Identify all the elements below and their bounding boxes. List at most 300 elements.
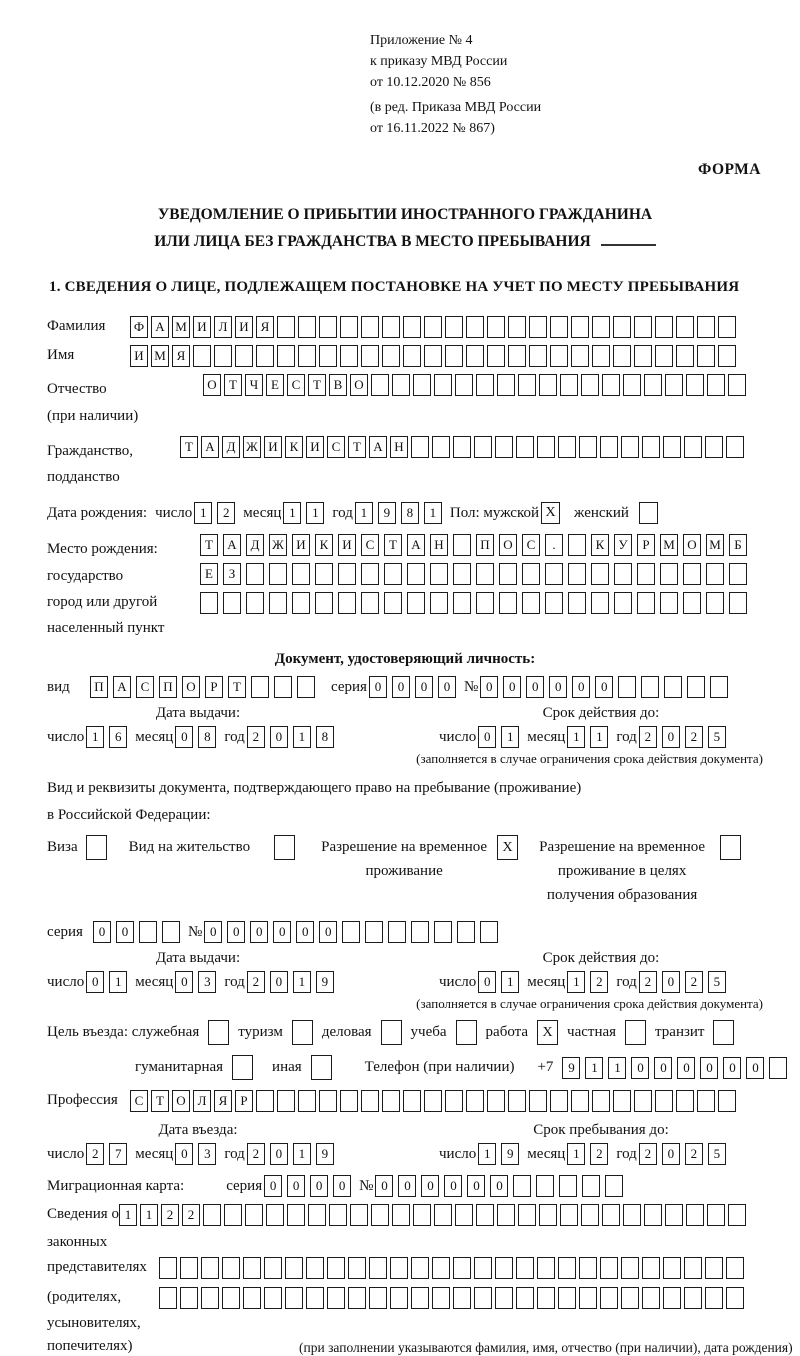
char-cell[interactable]: М xyxy=(151,345,169,367)
char-cell[interactable] xyxy=(424,1090,442,1112)
char-cell[interactable] xyxy=(214,345,232,367)
char-cell[interactable]: 1 xyxy=(283,502,301,524)
char-cell[interactable] xyxy=(516,1257,534,1279)
char-cell[interactable] xyxy=(361,563,379,585)
char-cell[interactable] xyxy=(718,345,736,367)
char-cell[interactable] xyxy=(568,592,586,614)
char-cell[interactable] xyxy=(684,1287,702,1309)
char-cell[interactable]: 1 xyxy=(306,502,324,524)
char-cell[interactable] xyxy=(592,345,610,367)
char-cell[interactable]: 2 xyxy=(590,1143,608,1165)
char-cell[interactable] xyxy=(361,592,379,614)
char-cell[interactable] xyxy=(676,345,694,367)
char-cell[interactable] xyxy=(621,1257,639,1279)
char-cell[interactable]: О xyxy=(683,534,701,556)
char-cell[interactable] xyxy=(676,316,694,338)
char-cell[interactable] xyxy=(453,436,471,458)
char-cell[interactable] xyxy=(655,316,673,338)
char-cell[interactable] xyxy=(292,592,310,614)
char-cell[interactable] xyxy=(235,345,253,367)
char-cell[interactable] xyxy=(403,316,421,338)
char-cell[interactable] xyxy=(665,1204,683,1226)
char-cell[interactable]: 0 xyxy=(549,676,567,698)
char-cell[interactable]: 0 xyxy=(662,971,680,993)
char-cell[interactable]: 2 xyxy=(685,1143,703,1165)
char-cell[interactable] xyxy=(592,1090,610,1112)
char-cell[interactable]: 0 xyxy=(700,1057,718,1079)
char-cell[interactable] xyxy=(361,345,379,367)
char-cell[interactable] xyxy=(361,316,379,338)
char-cell[interactable]: 1 xyxy=(293,971,311,993)
char-cell[interactable] xyxy=(403,1090,421,1112)
char-cell[interactable]: 0 xyxy=(662,726,680,748)
char-cell[interactable] xyxy=(660,592,678,614)
char-cell[interactable]: Я xyxy=(172,345,190,367)
char-cell[interactable] xyxy=(432,1287,450,1309)
char-cell[interactable] xyxy=(707,1204,725,1226)
char-cell[interactable] xyxy=(529,1090,547,1112)
char-cell[interactable]: 5 xyxy=(708,971,726,993)
char-cell[interactable] xyxy=(243,1257,261,1279)
char-cell[interactable] xyxy=(476,563,494,585)
char-cell[interactable]: 0 xyxy=(175,726,193,748)
char-cell[interactable] xyxy=(285,1257,303,1279)
char-cell[interactable]: 2 xyxy=(182,1204,200,1226)
purpose-humanitarian-checkbox[interactable] xyxy=(232,1055,253,1080)
char-cell[interactable] xyxy=(663,1287,681,1309)
char-cell[interactable]: 0 xyxy=(467,1175,485,1197)
char-cell[interactable] xyxy=(434,1204,452,1226)
char-cell[interactable]: 0 xyxy=(375,1175,393,1197)
char-cell[interactable] xyxy=(474,1257,492,1279)
char-cell[interactable]: 0 xyxy=(631,1057,649,1079)
char-cell[interactable]: 0 xyxy=(250,921,268,943)
char-cell[interactable] xyxy=(361,1090,379,1112)
char-cell[interactable] xyxy=(411,1287,429,1309)
char-cell[interactable] xyxy=(618,676,636,698)
char-cell[interactable]: 2 xyxy=(86,1143,104,1165)
char-cell[interactable]: 1 xyxy=(501,971,519,993)
char-cell[interactable]: 1 xyxy=(478,1143,496,1165)
char-cell[interactable] xyxy=(474,1287,492,1309)
char-cell[interactable] xyxy=(571,345,589,367)
char-cell[interactable]: У xyxy=(614,534,632,556)
char-cell[interactable] xyxy=(445,316,463,338)
char-cell[interactable] xyxy=(508,316,526,338)
char-cell[interactable] xyxy=(697,1090,715,1112)
char-cell[interactable] xyxy=(663,1257,681,1279)
female-checkbox[interactable] xyxy=(639,502,658,524)
char-cell[interactable]: 5 xyxy=(708,1143,726,1165)
char-cell[interactable]: 9 xyxy=(501,1143,519,1165)
char-cell[interactable]: 3 xyxy=(198,971,216,993)
char-cell[interactable] xyxy=(277,1090,295,1112)
char-cell[interactable]: А xyxy=(407,534,425,556)
char-cell[interactable] xyxy=(455,374,473,396)
char-cell[interactable]: 0 xyxy=(175,971,193,993)
char-cell[interactable] xyxy=(390,1287,408,1309)
char-cell[interactable]: . xyxy=(545,534,563,556)
char-cell[interactable]: 0 xyxy=(86,971,104,993)
char-cell[interactable] xyxy=(508,345,526,367)
char-cell[interactable]: 0 xyxy=(677,1057,695,1079)
char-cell[interactable] xyxy=(579,1287,597,1309)
char-cell[interactable]: П xyxy=(159,676,177,698)
char-cell[interactable] xyxy=(264,1287,282,1309)
char-cell[interactable] xyxy=(384,592,402,614)
char-cell[interactable]: А xyxy=(201,436,219,458)
char-cell[interactable]: Я xyxy=(256,316,274,338)
char-cell[interactable] xyxy=(499,592,517,614)
char-cell[interactable] xyxy=(550,1090,568,1112)
char-cell[interactable]: Б xyxy=(729,534,747,556)
char-cell[interactable] xyxy=(350,1204,368,1226)
char-cell[interactable]: П xyxy=(90,676,108,698)
char-cell[interactable]: К xyxy=(315,534,333,556)
char-cell[interactable] xyxy=(497,1204,515,1226)
char-cell[interactable]: О xyxy=(203,374,221,396)
char-cell[interactable] xyxy=(707,374,725,396)
purpose-transit-checkbox[interactable] xyxy=(713,1020,734,1045)
char-cell[interactable]: Ж xyxy=(243,436,261,458)
char-cell[interactable] xyxy=(522,592,540,614)
char-cell[interactable] xyxy=(455,1204,473,1226)
char-cell[interactable]: 0 xyxy=(444,1175,462,1197)
temp-permit-checkbox[interactable]: X xyxy=(497,835,518,860)
char-cell[interactable] xyxy=(613,1090,631,1112)
char-cell[interactable]: 0 xyxy=(478,971,496,993)
purpose-other-checkbox[interactable] xyxy=(311,1055,332,1080)
char-cell[interactable]: 1 xyxy=(608,1057,626,1079)
char-cell[interactable]: 0 xyxy=(227,921,245,943)
char-cell[interactable] xyxy=(466,316,484,338)
char-cell[interactable] xyxy=(660,563,678,585)
char-cell[interactable]: Т xyxy=(151,1090,169,1112)
char-cell[interactable] xyxy=(655,1090,673,1112)
char-cell[interactable] xyxy=(223,592,241,614)
char-cell[interactable]: 2 xyxy=(590,971,608,993)
char-cell[interactable] xyxy=(655,345,673,367)
char-cell[interactable] xyxy=(329,1204,347,1226)
char-cell[interactable]: М xyxy=(172,316,190,338)
char-cell[interactable] xyxy=(453,1287,471,1309)
char-cell[interactable]: С xyxy=(522,534,540,556)
char-cell[interactable] xyxy=(718,316,736,338)
char-cell[interactable] xyxy=(340,345,358,367)
char-cell[interactable] xyxy=(413,1204,431,1226)
edu-permit-checkbox[interactable] xyxy=(720,835,741,860)
char-cell[interactable]: 0 xyxy=(93,921,111,943)
char-cell[interactable]: И xyxy=(264,436,282,458)
char-cell[interactable]: Т xyxy=(308,374,326,396)
char-cell[interactable] xyxy=(434,921,452,943)
char-cell[interactable]: М xyxy=(706,534,724,556)
char-cell[interactable] xyxy=(390,1257,408,1279)
char-cell[interactable]: З xyxy=(223,563,241,585)
char-cell[interactable] xyxy=(487,316,505,338)
char-cell[interactable] xyxy=(537,1287,555,1309)
char-cell[interactable]: 0 xyxy=(273,921,291,943)
char-cell[interactable] xyxy=(726,436,744,458)
char-cell[interactable]: А xyxy=(223,534,241,556)
char-cell[interactable]: 0 xyxy=(369,676,387,698)
char-cell[interactable] xyxy=(487,345,505,367)
char-cell[interactable] xyxy=(277,316,295,338)
char-cell[interactable] xyxy=(621,1287,639,1309)
char-cell[interactable] xyxy=(369,1287,387,1309)
char-cell[interactable] xyxy=(710,676,728,698)
char-cell[interactable] xyxy=(159,1257,177,1279)
char-cell[interactable] xyxy=(560,1204,578,1226)
char-cell[interactable] xyxy=(579,436,597,458)
char-cell[interactable] xyxy=(516,436,534,458)
char-cell[interactable]: 9 xyxy=(316,971,334,993)
char-cell[interactable] xyxy=(623,374,641,396)
char-cell[interactable] xyxy=(139,921,157,943)
char-cell[interactable] xyxy=(474,436,492,458)
char-cell[interactable] xyxy=(592,316,610,338)
char-cell[interactable] xyxy=(539,374,557,396)
char-cell[interactable] xyxy=(222,1257,240,1279)
char-cell[interactable] xyxy=(297,676,315,698)
char-cell[interactable]: А xyxy=(151,316,169,338)
char-cell[interactable]: 0 xyxy=(526,676,544,698)
char-cell[interactable]: 2 xyxy=(639,1143,657,1165)
char-cell[interactable] xyxy=(243,1287,261,1309)
char-cell[interactable] xyxy=(384,563,402,585)
char-cell[interactable] xyxy=(621,436,639,458)
char-cell[interactable]: Н xyxy=(390,436,408,458)
char-cell[interactable] xyxy=(453,563,471,585)
char-cell[interactable] xyxy=(476,1204,494,1226)
char-cell[interactable] xyxy=(407,563,425,585)
char-cell[interactable] xyxy=(529,316,547,338)
char-cell[interactable]: 2 xyxy=(639,971,657,993)
char-cell[interactable] xyxy=(369,1257,387,1279)
char-cell[interactable] xyxy=(600,436,618,458)
char-cell[interactable]: 2 xyxy=(639,726,657,748)
char-cell[interactable]: 2 xyxy=(247,726,265,748)
char-cell[interactable] xyxy=(582,1175,600,1197)
char-cell[interactable]: Т xyxy=(384,534,402,556)
char-cell[interactable] xyxy=(340,1090,358,1112)
char-cell[interactable] xyxy=(382,316,400,338)
char-cell[interactable] xyxy=(256,1090,274,1112)
char-cell[interactable] xyxy=(413,374,431,396)
char-cell[interactable] xyxy=(623,1204,641,1226)
char-cell[interactable]: Д xyxy=(222,436,240,458)
char-cell[interactable]: 0 xyxy=(287,1175,305,1197)
char-cell[interactable] xyxy=(453,1257,471,1279)
char-cell[interactable] xyxy=(684,436,702,458)
char-cell[interactable]: 0 xyxy=(415,676,433,698)
char-cell[interactable]: Я xyxy=(214,1090,232,1112)
char-cell[interactable] xyxy=(513,1175,531,1197)
char-cell[interactable] xyxy=(392,374,410,396)
char-cell[interactable] xyxy=(340,316,358,338)
char-cell[interactable] xyxy=(676,1090,694,1112)
char-cell[interactable] xyxy=(706,592,724,614)
char-cell[interactable] xyxy=(382,345,400,367)
char-cell[interactable]: Р xyxy=(205,676,223,698)
char-cell[interactable]: С xyxy=(136,676,154,698)
char-cell[interactable] xyxy=(411,1257,429,1279)
char-cell[interactable] xyxy=(683,592,701,614)
char-cell[interactable] xyxy=(634,316,652,338)
char-cell[interactable]: Л xyxy=(214,316,232,338)
char-cell[interactable] xyxy=(642,1257,660,1279)
char-cell[interactable] xyxy=(497,374,515,396)
char-cell[interactable]: И xyxy=(292,534,310,556)
char-cell[interactable] xyxy=(251,676,269,698)
char-cell[interactable] xyxy=(550,316,568,338)
char-cell[interactable] xyxy=(545,563,563,585)
char-cell[interactable]: О xyxy=(350,374,368,396)
purpose-private-checkbox[interactable] xyxy=(625,1020,646,1045)
char-cell[interactable]: 1 xyxy=(355,502,373,524)
char-cell[interactable]: 0 xyxy=(270,971,288,993)
char-cell[interactable] xyxy=(536,1175,554,1197)
char-cell[interactable] xyxy=(642,1287,660,1309)
char-cell[interactable]: 1 xyxy=(590,726,608,748)
char-cell[interactable] xyxy=(634,1090,652,1112)
char-cell[interactable] xyxy=(581,1204,599,1226)
char-cell[interactable]: 0 xyxy=(116,921,134,943)
char-cell[interactable] xyxy=(411,921,429,943)
char-cell[interactable] xyxy=(411,436,429,458)
char-cell[interactable]: 0 xyxy=(662,1143,680,1165)
char-cell[interactable] xyxy=(298,1090,316,1112)
char-cell[interactable] xyxy=(550,345,568,367)
char-cell[interactable] xyxy=(663,436,681,458)
char-cell[interactable]: 8 xyxy=(316,726,334,748)
char-cell[interactable] xyxy=(537,436,555,458)
char-cell[interactable]: 0 xyxy=(480,676,498,698)
char-cell[interactable] xyxy=(306,1257,324,1279)
char-cell[interactable]: 9 xyxy=(562,1057,580,1079)
char-cell[interactable]: 2 xyxy=(247,971,265,993)
char-cell[interactable]: 9 xyxy=(316,1143,334,1165)
visa-checkbox[interactable] xyxy=(86,835,107,860)
char-cell[interactable] xyxy=(706,563,724,585)
char-cell[interactable]: 2 xyxy=(247,1143,265,1165)
char-cell[interactable] xyxy=(476,592,494,614)
char-cell[interactable] xyxy=(600,1257,618,1279)
char-cell[interactable] xyxy=(338,563,356,585)
char-cell[interactable] xyxy=(726,1257,744,1279)
char-cell[interactable] xyxy=(315,563,333,585)
char-cell[interactable] xyxy=(571,316,589,338)
char-cell[interactable] xyxy=(579,1257,597,1279)
purpose-tourism-checkbox[interactable] xyxy=(292,1020,313,1045)
char-cell[interactable] xyxy=(371,1204,389,1226)
char-cell[interactable] xyxy=(558,436,576,458)
char-cell[interactable] xyxy=(522,563,540,585)
char-cell[interactable]: 1 xyxy=(567,971,585,993)
char-cell[interactable]: 1 xyxy=(585,1057,603,1079)
char-cell[interactable] xyxy=(162,921,180,943)
char-cell[interactable]: 2 xyxy=(685,971,703,993)
char-cell[interactable] xyxy=(644,374,662,396)
char-cell[interactable] xyxy=(495,1257,513,1279)
char-cell[interactable]: Н xyxy=(430,534,448,556)
char-cell[interactable]: 1 xyxy=(140,1204,158,1226)
char-cell[interactable]: 1 xyxy=(567,1143,585,1165)
purpose-study-checkbox[interactable] xyxy=(456,1020,477,1045)
char-cell[interactable] xyxy=(203,1204,221,1226)
char-cell[interactable] xyxy=(614,592,632,614)
char-cell[interactable] xyxy=(705,1287,723,1309)
char-cell[interactable] xyxy=(499,563,517,585)
char-cell[interactable]: 2 xyxy=(217,502,235,524)
char-cell[interactable] xyxy=(729,563,747,585)
char-cell[interactable] xyxy=(445,1090,463,1112)
char-cell[interactable] xyxy=(193,345,211,367)
char-cell[interactable]: Е xyxy=(200,563,218,585)
char-cell[interactable] xyxy=(466,1090,484,1112)
male-checkbox[interactable]: X xyxy=(541,502,560,524)
char-cell[interactable] xyxy=(256,345,274,367)
char-cell[interactable] xyxy=(687,676,705,698)
char-cell[interactable]: Р xyxy=(637,534,655,556)
char-cell[interactable] xyxy=(315,592,333,614)
char-cell[interactable]: Ч xyxy=(245,374,263,396)
char-cell[interactable] xyxy=(434,374,452,396)
char-cell[interactable] xyxy=(591,563,609,585)
char-cell[interactable] xyxy=(539,1204,557,1226)
char-cell[interactable] xyxy=(581,374,599,396)
char-cell[interactable]: И xyxy=(193,316,211,338)
char-cell[interactable]: П xyxy=(476,534,494,556)
char-cell[interactable] xyxy=(476,374,494,396)
char-cell[interactable] xyxy=(298,345,316,367)
char-cell[interactable] xyxy=(558,1257,576,1279)
char-cell[interactable]: А xyxy=(369,436,387,458)
char-cell[interactable] xyxy=(487,1090,505,1112)
char-cell[interactable] xyxy=(571,1090,589,1112)
char-cell[interactable] xyxy=(306,1287,324,1309)
char-cell[interactable] xyxy=(613,345,631,367)
char-cell[interactable]: В xyxy=(329,374,347,396)
char-cell[interactable]: 0 xyxy=(421,1175,439,1197)
char-cell[interactable]: И xyxy=(235,316,253,338)
char-cell[interactable]: М xyxy=(660,534,678,556)
char-cell[interactable] xyxy=(319,316,337,338)
char-cell[interactable] xyxy=(292,563,310,585)
char-cell[interactable] xyxy=(568,534,586,556)
char-cell[interactable] xyxy=(613,316,631,338)
char-cell[interactable] xyxy=(274,676,292,698)
char-cell[interactable]: 0 xyxy=(490,1175,508,1197)
char-cell[interactable]: 1 xyxy=(293,726,311,748)
char-cell[interactable] xyxy=(602,374,620,396)
char-cell[interactable] xyxy=(266,1204,284,1226)
char-cell[interactable]: 0 xyxy=(478,726,496,748)
char-cell[interactable]: С xyxy=(327,436,345,458)
char-cell[interactable]: С xyxy=(130,1090,148,1112)
char-cell[interactable] xyxy=(277,345,295,367)
char-cell[interactable]: Ф xyxy=(130,316,148,338)
char-cell[interactable] xyxy=(480,921,498,943)
char-cell[interactable]: 0 xyxy=(296,921,314,943)
char-cell[interactable] xyxy=(403,345,421,367)
char-cell[interactable] xyxy=(432,1257,450,1279)
char-cell[interactable] xyxy=(319,1090,337,1112)
char-cell[interactable] xyxy=(287,1204,305,1226)
char-cell[interactable]: 2 xyxy=(685,726,703,748)
char-cell[interactable] xyxy=(508,1090,526,1112)
char-cell[interactable] xyxy=(392,1204,410,1226)
